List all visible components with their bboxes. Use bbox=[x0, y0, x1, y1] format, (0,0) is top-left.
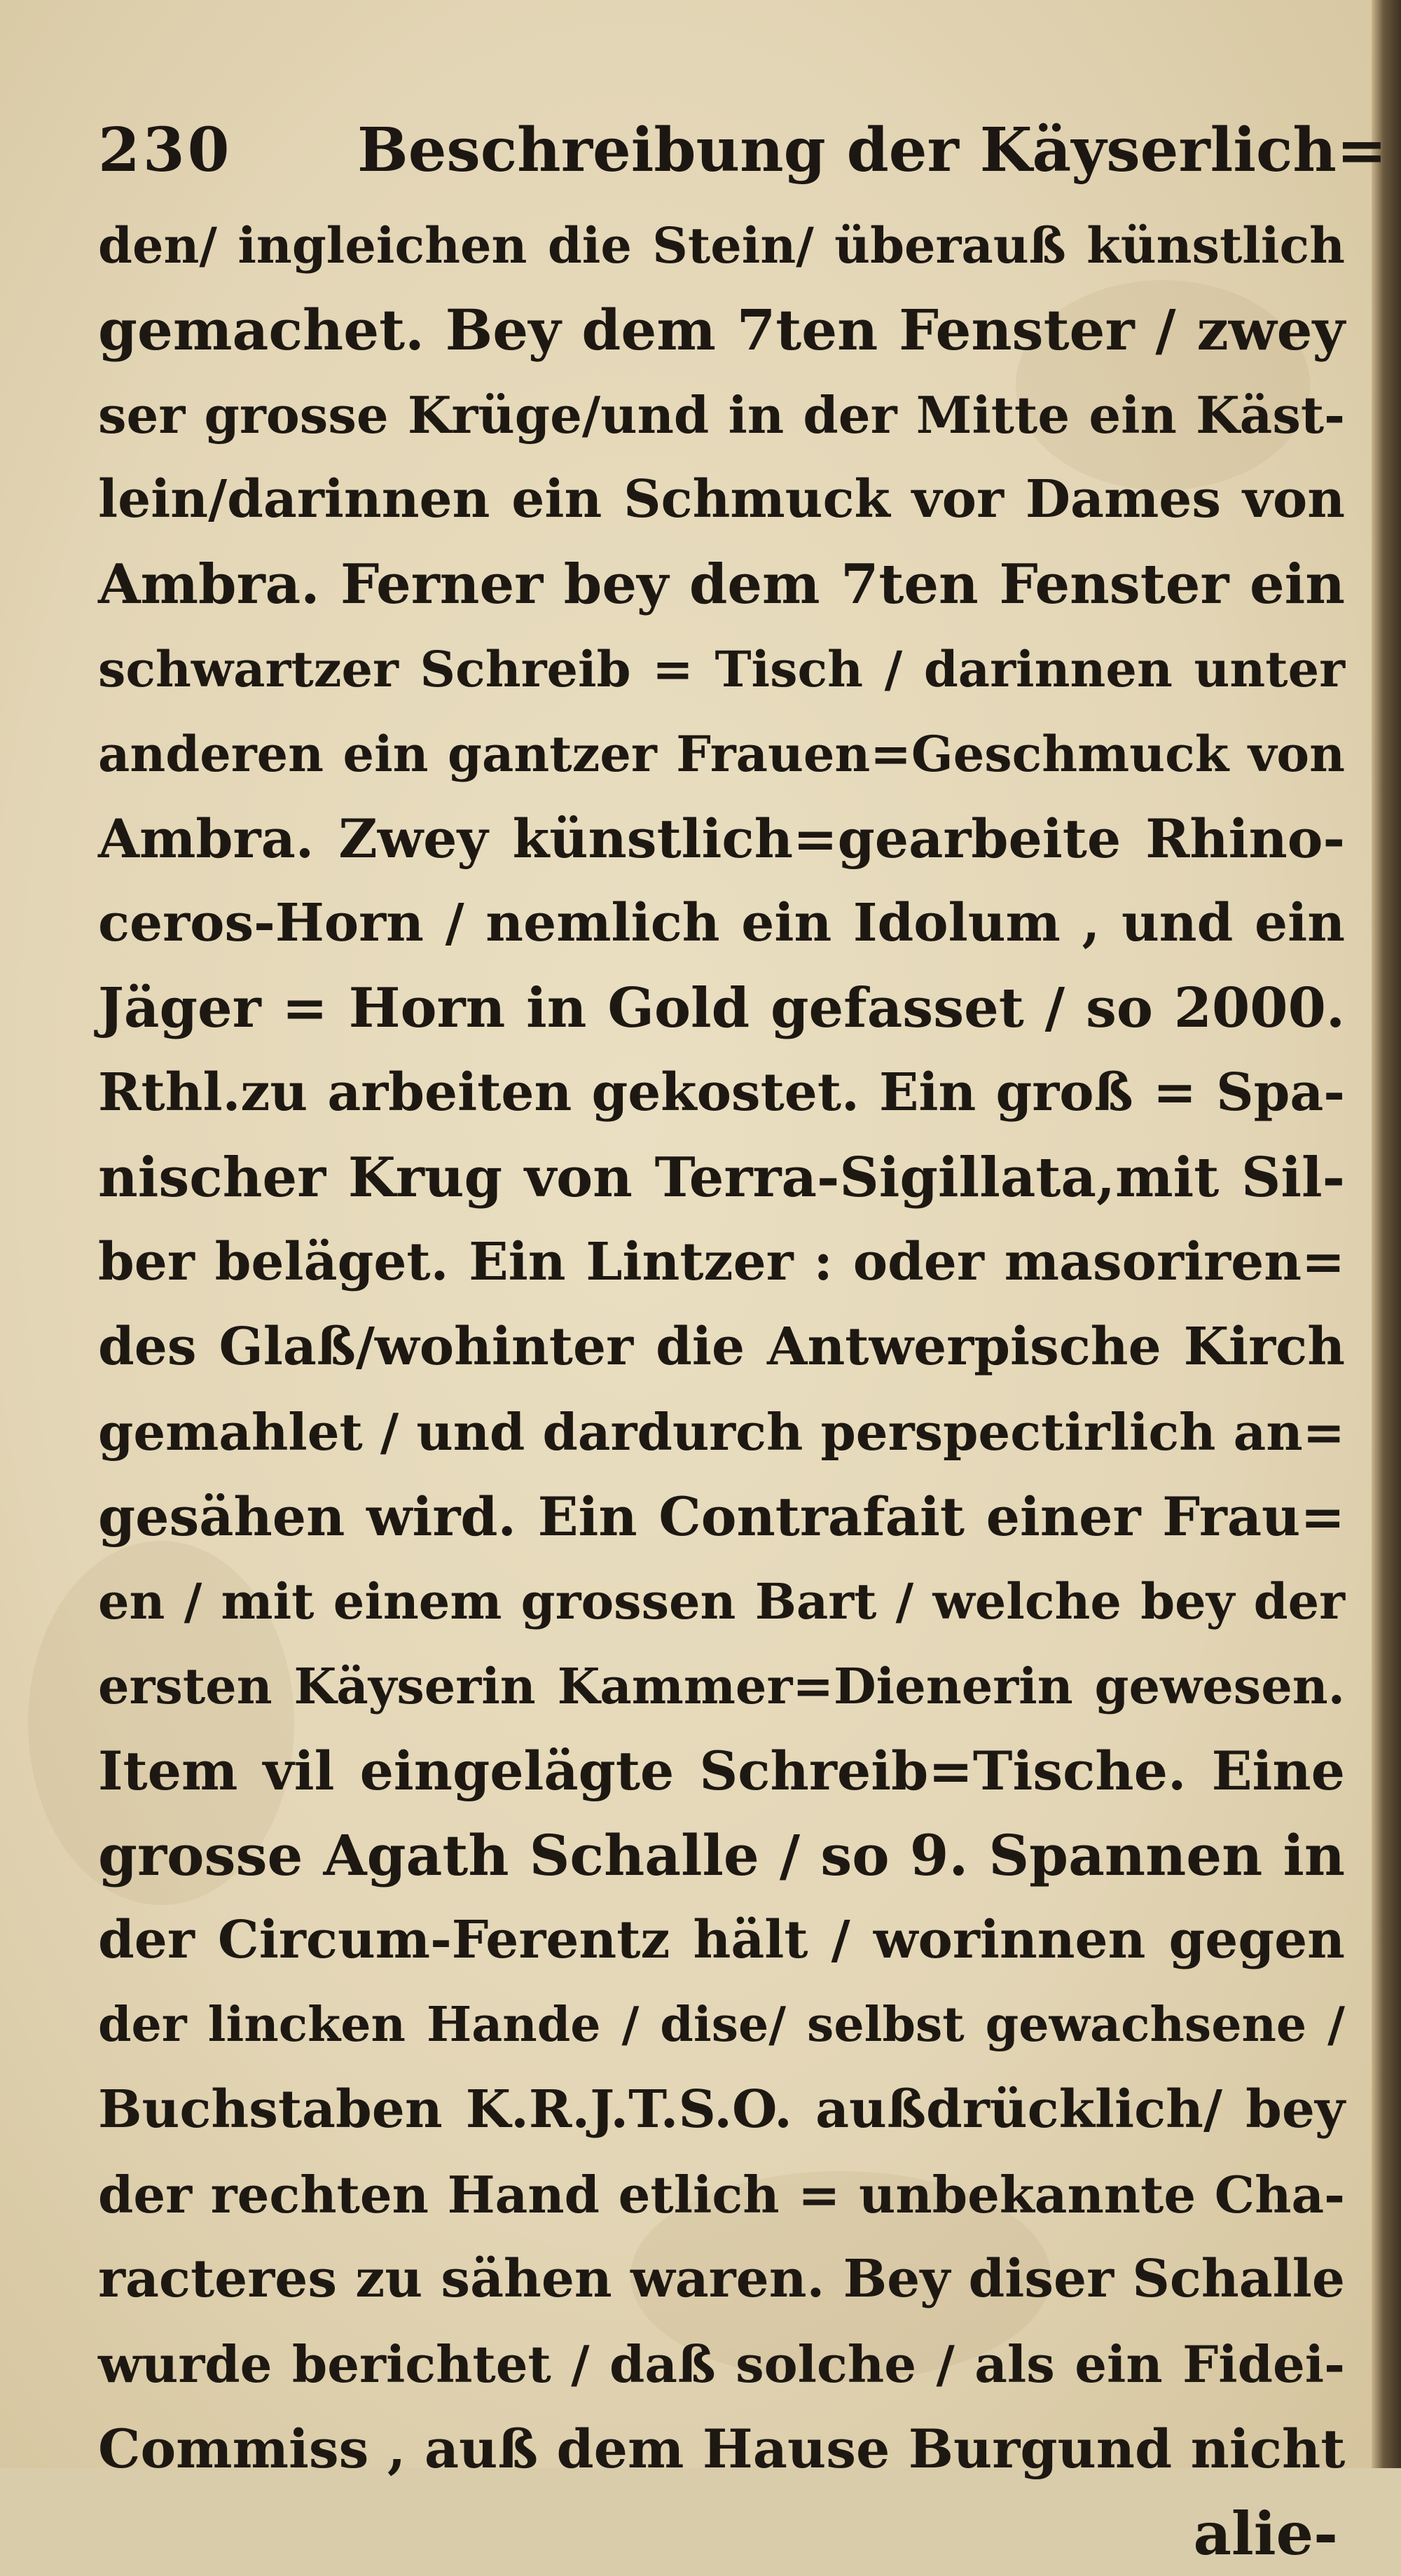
page-fore-edge bbox=[1372, 0, 1401, 2468]
text-line: gemachet. Bey dem 7ten Fenster / zwey bbox=[98, 297, 1345, 363]
text-line: grosse Agath Schalle / so 9. Spannen in bbox=[98, 1822, 1345, 1888]
text-line: Item vil eingelägte Schreib=Tische. Eine bbox=[98, 1740, 1345, 1802]
text-line: den/ ingleichen die Stein/ überauß künstlich bbox=[98, 216, 1345, 275]
text-line: der rechten Hand etlich = unbekannte Cha- bbox=[98, 2165, 1345, 2224]
text-line: Buchstaben K.R.J.T.S.O. außdrücklich/ bey bbox=[98, 2079, 1345, 2140]
text-line: en / mit einem grossen Bart / welche bey der bbox=[98, 1572, 1345, 1630]
text-line: Ambra. Ferner bey dem 7ten Fenster ein bbox=[98, 553, 1345, 616]
text-line: nischer Krug von Terra-Sigillata,mit Sil- bbox=[98, 1146, 1345, 1210]
text-line: der lincken Hande / dise/ selbst gewachsene / bbox=[98, 1997, 1345, 2053]
text-line: Commiss , auß dem Hause Burgund nicht bbox=[98, 2418, 1346, 2480]
running-head: Beschreibung der Käyserlich= bbox=[357, 115, 1387, 186]
page-number: 230 bbox=[98, 115, 233, 186]
text-line: wurde berichtet / daß solche / als ein Fidei- bbox=[98, 2334, 1345, 2394]
text-line: schwartzer Schreib = Tisch / darinnen unter bbox=[98, 640, 1345, 698]
catchword: alie- bbox=[1193, 2499, 1338, 2568]
text-line: anderen ein gantzer Frauen=Geschmuck von bbox=[98, 725, 1345, 783]
text-line: racteres zu sähen waren. Bey diser Schalle bbox=[98, 2249, 1345, 2309]
text-line: Rthl.zu arbeiten gekostet. Ein groß = Spa- bbox=[98, 1062, 1345, 1123]
text-line: ceros-Horn / nemlich ein Idolum , und ein bbox=[98, 893, 1345, 953]
text-line: gemahlet / und dardurch perspectirlich an= bbox=[98, 1402, 1345, 1462]
text-line: ber beläget. Ein Lintzer : oder masoriren= bbox=[98, 1232, 1345, 1292]
text-line: Ambra. Zwey künstlich=gearbeite Rhino- bbox=[98, 808, 1345, 870]
text-line: der Circum-Ferentz hält / worinnen gegen bbox=[98, 1910, 1345, 1970]
page-header bbox=[91, 105, 1387, 203]
body-text bbox=[98, 203, 1359, 2576]
text-line: ersten Käyserin Kammer=Dienerin gewesen. bbox=[98, 1657, 1345, 1715]
text-line: Jäger = Horn in Gold gefasset / so 2000. bbox=[98, 976, 1345, 1040]
text-line: gesähen wird. Ein Contrafait einer Frau= bbox=[98, 1486, 1345, 1548]
text-line: ser grosse Krüge/und in der Mitte ein Käst- bbox=[98, 385, 1345, 445]
text-line: des Glaß/wohinter die Antwerpische Kirch bbox=[98, 1317, 1345, 1377]
text-line: lein/darinnen ein Schmuck vor Dames von bbox=[98, 469, 1345, 529]
